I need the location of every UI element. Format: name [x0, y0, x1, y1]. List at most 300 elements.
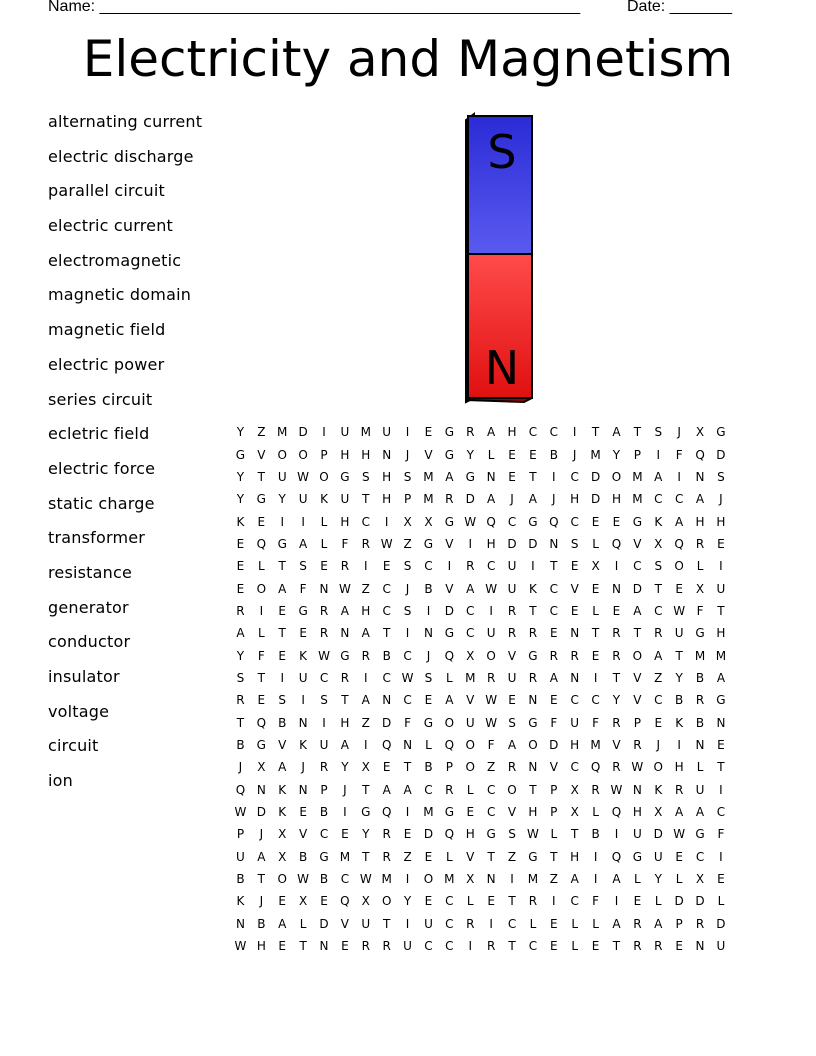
grid-letter[interactable]: X	[257, 760, 266, 775]
grid-letter[interactable]: M	[444, 872, 455, 887]
grid-letter[interactable]: W	[610, 782, 623, 797]
grid-letter[interactable]: J	[677, 425, 681, 440]
grid-letter[interactable]: O	[277, 872, 287, 887]
grid-letter[interactable]: I	[405, 626, 410, 641]
grid-letter[interactable]: R	[486, 939, 496, 954]
grid-letter[interactable]: V	[299, 827, 308, 842]
grid-letter[interactable]: P	[550, 805, 558, 820]
grid-letter[interactable]: K	[278, 782, 287, 797]
grid-letter[interactable]: R	[695, 536, 705, 551]
grid-letter[interactable]: M	[277, 425, 288, 440]
grid-letter[interactable]: R	[570, 648, 579, 663]
grid-letter[interactable]: I	[719, 849, 723, 864]
grid-letter[interactable]: S	[236, 670, 245, 685]
grid-letter[interactable]: L	[592, 916, 599, 931]
grid-letter[interactable]: A	[278, 760, 287, 775]
grid-letter[interactable]: A	[278, 581, 287, 596]
grid-letter[interactable]: R	[319, 760, 329, 775]
grid-letter[interactable]: V	[570, 581, 579, 596]
grid-letter[interactable]: G	[235, 447, 246, 462]
grid-letter[interactable]: E	[612, 603, 621, 618]
grid-letter[interactable]: A	[675, 805, 684, 820]
grid-letter[interactable]: H	[486, 536, 496, 551]
grid-letter[interactable]: E	[257, 514, 266, 529]
grid-letter[interactable]: E	[278, 894, 287, 909]
grid-letter[interactable]: I	[405, 805, 410, 820]
grid-letter[interactable]: N	[486, 872, 496, 887]
grid-letter[interactable]: A	[612, 872, 621, 887]
grid-letter[interactable]: T	[591, 425, 600, 440]
grid-letter[interactable]: L	[487, 447, 495, 462]
grid-letter[interactable]: R	[486, 670, 496, 685]
grid-letter[interactable]: Q	[695, 447, 705, 462]
grid-letter[interactable]: W	[338, 581, 351, 596]
grid-letter[interactable]: R	[507, 603, 517, 618]
grid-letter[interactable]: L	[320, 536, 328, 551]
grid-letter[interactable]: H	[570, 849, 580, 864]
grid-letter[interactable]: O	[486, 648, 496, 663]
grid-letter[interactable]: K	[236, 894, 245, 909]
grid-letter[interactable]: E	[424, 425, 433, 440]
grid-letter[interactable]: N	[319, 581, 329, 596]
grid-letter[interactable]: M	[590, 737, 601, 752]
grid-letter[interactable]: Q	[486, 514, 496, 529]
grid-letter[interactable]: A	[507, 737, 517, 752]
grid-letter[interactable]: G	[716, 693, 726, 708]
grid-letter[interactable]: C	[549, 581, 558, 596]
grid-letter[interactable]: Z	[507, 849, 517, 864]
grid-letter[interactable]: T	[717, 603, 725, 618]
grid-letter[interactable]: Y	[236, 648, 245, 663]
grid-letter[interactable]: E	[424, 693, 433, 708]
grid-letter[interactable]: D	[507, 536, 517, 551]
grid-letter[interactable]: G	[716, 425, 726, 440]
grid-letter[interactable]: A	[695, 492, 705, 507]
grid-letter[interactable]: I	[719, 559, 723, 574]
grid-letter[interactable]: X	[361, 760, 370, 775]
grid-letter[interactable]: H	[340, 514, 350, 529]
grid-letter[interactable]: A	[403, 782, 412, 797]
grid-letter[interactable]: D	[319, 916, 329, 931]
grid-letter[interactable]: O	[632, 648, 643, 663]
grid-letter[interactable]: Y	[675, 670, 683, 685]
grid-letter[interactable]: X	[466, 872, 475, 887]
grid-letter[interactable]: C	[591, 693, 600, 708]
grid-letter[interactable]: I	[364, 559, 368, 574]
grid-letter[interactable]: O	[319, 469, 329, 484]
grid-letter[interactable]: Q	[256, 536, 267, 551]
grid-letter[interactable]: Z	[549, 872, 558, 887]
grid-letter[interactable]: E	[403, 827, 412, 842]
grid-letter[interactable]: T	[383, 916, 391, 931]
grid-letter[interactable]: C	[445, 939, 454, 954]
grid-letter[interactable]: N	[716, 715, 726, 730]
grid-letter[interactable]: P	[633, 447, 641, 462]
grid-letter[interactable]: D	[444, 603, 454, 618]
grid-letter[interactable]: R	[612, 715, 621, 730]
grid-letter[interactable]: E	[341, 939, 349, 954]
grid-letter[interactable]: C	[507, 916, 517, 931]
grid-letter[interactable]: N	[632, 782, 642, 797]
grid-letter[interactable]: I	[322, 715, 326, 730]
grid-letter[interactable]: A	[382, 782, 391, 797]
grid-letter[interactable]: V	[424, 447, 433, 462]
grid-letter[interactable]: R	[361, 648, 370, 663]
grid-letter[interactable]: K	[320, 492, 328, 507]
grid-letter[interactable]: M	[381, 872, 392, 887]
grid-letter[interactable]: Q	[381, 805, 392, 820]
grid-letter[interactable]: C	[382, 670, 391, 685]
grid-letter[interactable]: T	[571, 827, 579, 842]
grid-letter[interactable]: W	[234, 939, 247, 954]
grid-letter[interactable]: S	[654, 425, 663, 440]
grid-letter[interactable]: S	[508, 715, 516, 730]
grid-letter[interactable]: I	[552, 894, 556, 909]
grid-letter[interactable]: T	[403, 760, 412, 775]
grid-letter[interactable]: M	[715, 648, 727, 663]
grid-letter[interactable]: L	[299, 916, 307, 931]
grid-letter[interactable]: O	[277, 447, 287, 462]
grid-letter[interactable]: X	[570, 805, 579, 820]
grid-letter[interactable]: U	[486, 626, 496, 641]
grid-letter[interactable]: Y	[278, 492, 286, 507]
grid-letter[interactable]: D	[298, 425, 308, 440]
grid-letter[interactable]: V	[257, 447, 266, 462]
grid-letter[interactable]: S	[424, 670, 433, 685]
grid-letter[interactable]: N	[695, 469, 705, 484]
grid-letter[interactable]: G	[695, 827, 705, 842]
grid-letter[interactable]: S	[508, 827, 516, 842]
grid-letter[interactable]: G	[423, 715, 434, 730]
grid-letter[interactable]: Q	[590, 760, 601, 775]
grid-letter[interactable]: T	[487, 849, 495, 864]
grid-letter[interactable]: P	[320, 782, 328, 797]
grid-letter[interactable]: B	[424, 760, 433, 775]
grid-letter[interactable]: F	[696, 603, 704, 618]
grid-letter[interactable]: U	[632, 827, 642, 842]
grid-letter[interactable]: R	[549, 648, 558, 663]
grid-letter[interactable]: L	[675, 872, 683, 887]
grid-letter[interactable]: V	[466, 693, 475, 708]
grid-letter[interactable]: W	[318, 648, 330, 663]
grid-letter[interactable]: R	[382, 849, 391, 864]
grid-letter[interactable]: T	[299, 939, 307, 954]
grid-letter[interactable]: R	[466, 425, 475, 440]
grid-letter[interactable]: P	[403, 492, 412, 507]
grid-letter[interactable]: H	[570, 492, 580, 507]
grid-letter[interactable]: R	[633, 916, 642, 931]
grid-letter[interactable]: L	[550, 827, 558, 842]
grid-letter[interactable]: X	[424, 514, 433, 529]
grid-letter[interactable]: V	[278, 737, 287, 752]
grid-letter[interactable]: V	[633, 536, 642, 551]
grid-letter[interactable]: Y	[341, 760, 349, 775]
grid-letter[interactable]: U	[653, 849, 663, 864]
grid-letter[interactable]: C	[633, 559, 642, 574]
grid-letter[interactable]: H	[507, 425, 517, 440]
grid-letter[interactable]: D	[423, 827, 434, 842]
grid-letter[interactable]: H	[382, 492, 392, 507]
grid-letter[interactable]: R	[633, 737, 642, 752]
grid-letter[interactable]: U	[507, 581, 517, 596]
grid-letter[interactable]: C	[570, 760, 579, 775]
grid-letter[interactable]: R	[466, 559, 475, 574]
grid-letter[interactable]: E	[320, 894, 328, 909]
grid-letter[interactable]: I	[614, 559, 619, 574]
grid-letter[interactable]: B	[299, 849, 308, 864]
grid-letter[interactable]: F	[487, 737, 495, 752]
grid-letter[interactable]: X	[403, 514, 412, 529]
grid-letter[interactable]: I	[322, 425, 326, 440]
grid-letter[interactable]: E	[466, 805, 475, 820]
grid-letter[interactable]: D	[590, 469, 601, 484]
grid-letter[interactable]: C	[716, 805, 726, 820]
grid-letter[interactable]: N	[486, 469, 496, 484]
grid-letter[interactable]: B	[382, 648, 391, 663]
grid-letter[interactable]: C	[424, 782, 433, 797]
grid-letter[interactable]: U	[716, 581, 726, 596]
grid-letter[interactable]: C	[570, 693, 579, 708]
grid-letter[interactable]: E	[236, 581, 245, 596]
grid-letter[interactable]: F	[717, 827, 725, 842]
grid-letter[interactable]: G	[361, 805, 371, 820]
grid-letter[interactable]: R	[382, 827, 391, 842]
grid-letter[interactable]: X	[278, 849, 287, 864]
grid-letter[interactable]: N	[570, 626, 580, 641]
grid-letter[interactable]: I	[364, 670, 368, 685]
grid-letter[interactable]: T	[508, 939, 516, 954]
grid-letter[interactable]: R	[466, 916, 475, 931]
grid-letter[interactable]: E	[654, 715, 663, 730]
grid-letter[interactable]: T	[257, 872, 265, 887]
grid-letter[interactable]: E	[424, 849, 433, 864]
grid-letter[interactable]: N	[235, 916, 245, 931]
grid-letter[interactable]: I	[447, 559, 452, 574]
grid-letter[interactable]: R	[633, 939, 642, 954]
grid-letter[interactable]: Q	[444, 737, 455, 752]
grid-letter[interactable]: J	[719, 492, 723, 507]
grid-letter[interactable]: I	[468, 536, 473, 551]
grid-letter[interactable]: S	[320, 693, 328, 708]
grid-letter[interactable]: M	[694, 648, 706, 663]
grid-letter[interactable]: X	[654, 805, 663, 820]
grid-letter[interactable]: X	[278, 827, 287, 842]
grid-letter[interactable]: B	[236, 737, 245, 752]
grid-letter[interactable]: F	[299, 581, 307, 596]
grid-letter[interactable]: J	[405, 447, 410, 462]
grid-letter[interactable]: A	[361, 693, 370, 708]
grid-letter[interactable]: G	[256, 492, 266, 507]
grid-letter[interactable]: E	[278, 603, 287, 618]
grid-letter[interactable]: Y	[362, 827, 370, 842]
grid-letter[interactable]: E	[591, 648, 600, 663]
grid-letter[interactable]: N	[382, 693, 392, 708]
grid-letter[interactable]: Z	[403, 536, 412, 551]
grid-letter[interactable]: N	[382, 447, 392, 462]
grid-letter[interactable]: E	[278, 648, 287, 663]
grid-letter[interactable]: R	[361, 939, 370, 954]
grid-letter[interactable]: I	[364, 737, 368, 752]
grid-letter[interactable]: J	[259, 827, 264, 842]
grid-letter[interactable]: A	[612, 916, 621, 931]
grid-letter[interactable]: M	[339, 849, 351, 864]
grid-letter[interactable]: T	[529, 603, 537, 618]
grid-letter[interactable]: B	[695, 670, 705, 685]
grid-letter[interactable]: D	[256, 805, 266, 820]
grid-letter[interactable]: I	[405, 872, 410, 887]
grid-letter[interactable]: V	[466, 849, 475, 864]
grid-letter[interactable]: A	[361, 626, 370, 641]
grid-letter[interactable]: W	[485, 715, 498, 730]
grid-letter[interactable]: Y	[236, 425, 245, 440]
grid-letter[interactable]: L	[320, 514, 328, 529]
grid-letter[interactable]: L	[446, 849, 453, 864]
grid-letter[interactable]: O	[611, 469, 622, 484]
grid-letter[interactable]: W	[401, 670, 414, 685]
grid-letter[interactable]: G	[486, 827, 496, 842]
grid-letter[interactable]: C	[549, 425, 558, 440]
grid-letter[interactable]: G	[340, 469, 350, 484]
grid-letter[interactable]: U	[716, 939, 726, 954]
grid-letter[interactable]: A	[612, 425, 621, 440]
grid-letter[interactable]: Y	[612, 447, 621, 462]
grid-letter[interactable]: A	[278, 916, 287, 931]
grid-letter[interactable]: W	[673, 603, 686, 618]
grid-letter[interactable]: J	[343, 782, 347, 797]
grid-letter[interactable]: E	[717, 872, 725, 887]
grid-letter[interactable]: N	[403, 737, 413, 752]
grid-letter[interactable]: G	[340, 648, 350, 663]
grid-letter[interactable]: V	[507, 648, 517, 663]
grid-letter[interactable]: V	[633, 670, 642, 685]
grid-letter[interactable]: V	[549, 760, 558, 775]
grid-letter[interactable]: G	[528, 849, 538, 864]
grid-letter[interactable]: E	[508, 469, 516, 484]
grid-letter[interactable]: Z	[487, 760, 496, 775]
grid-letter[interactable]: L	[654, 894, 662, 909]
grid-letter[interactable]: U	[570, 715, 580, 730]
grid-letter[interactable]: X	[570, 782, 579, 797]
grid-letter[interactable]: C	[486, 559, 496, 574]
grid-letter[interactable]: R	[591, 782, 600, 797]
grid-letter[interactable]: E	[675, 849, 683, 864]
grid-letter[interactable]: B	[319, 872, 329, 887]
grid-letter[interactable]: G	[465, 469, 475, 484]
grid-letter[interactable]: D	[632, 581, 642, 596]
grid-letter[interactable]: E	[299, 626, 307, 641]
grid-letter[interactable]: B	[424, 581, 433, 596]
grid-letter[interactable]: I	[677, 737, 681, 752]
grid-letter[interactable]: T	[591, 626, 600, 641]
grid-letter[interactable]: J	[301, 760, 305, 775]
grid-letter[interactable]: D	[549, 737, 559, 752]
grid-letter[interactable]: A	[716, 670, 726, 685]
grid-letter[interactable]: T	[633, 626, 642, 641]
grid-letter[interactable]: I	[280, 670, 284, 685]
grid-letter[interactable]: K	[236, 514, 245, 529]
grid-letter[interactable]: T	[362, 849, 370, 864]
grid-letter[interactable]: B	[549, 447, 558, 462]
grid-letter[interactable]: T	[383, 626, 391, 641]
grid-letter[interactable]: C	[403, 648, 412, 663]
grid-letter[interactable]: U	[465, 715, 475, 730]
grid-letter[interactable]: U	[382, 425, 392, 440]
grid-letter[interactable]: T	[529, 782, 537, 797]
grid-letter[interactable]: R	[695, 693, 705, 708]
grid-letter[interactable]: N	[570, 670, 580, 685]
grid-letter[interactable]: E	[570, 559, 579, 574]
grid-letter[interactable]: Z	[361, 581, 370, 596]
grid-letter[interactable]: C	[570, 514, 579, 529]
grid-letter[interactable]: M	[632, 469, 643, 484]
grid-letter[interactable]: N	[298, 782, 308, 797]
grid-letter[interactable]: R	[445, 782, 454, 797]
grid-letter[interactable]: O	[423, 872, 434, 887]
grid-letter[interactable]: A	[675, 514, 684, 529]
grid-letter[interactable]: G	[632, 849, 643, 864]
grid-letter[interactable]: T	[257, 469, 265, 484]
grid-letter[interactable]: E	[278, 939, 287, 954]
grid-letter[interactable]: H	[361, 447, 371, 462]
grid-letter[interactable]: C	[403, 693, 412, 708]
grid-letter[interactable]: R	[528, 894, 538, 909]
grid-letter[interactable]: Q	[444, 827, 455, 842]
grid-letter[interactable]: N	[695, 737, 705, 752]
grid-letter[interactable]: E	[591, 581, 600, 596]
grid-letter[interactable]: X	[299, 894, 308, 909]
grid-letter[interactable]: Q	[444, 648, 455, 663]
grid-letter[interactable]: V	[612, 737, 621, 752]
grid-letter[interactable]: Q	[381, 737, 392, 752]
grid-letter[interactable]: E	[529, 447, 537, 462]
grid-letter[interactable]: A	[340, 737, 349, 752]
grid-letter[interactable]: S	[299, 559, 307, 574]
grid-letter[interactable]: P	[633, 715, 641, 730]
grid-letter[interactable]: G	[444, 447, 454, 462]
grid-letter[interactable]: A	[257, 849, 266, 864]
grid-letter[interactable]: V	[445, 581, 454, 596]
grid-letter[interactable]: J	[656, 737, 661, 752]
grid-letter[interactable]: H	[256, 939, 266, 954]
grid-letter[interactable]: C	[382, 581, 391, 596]
grid-letter[interactable]: E	[320, 559, 328, 574]
grid-letter[interactable]: E	[633, 894, 642, 909]
grid-letter[interactable]: Y	[466, 447, 474, 462]
grid-letter[interactable]: C	[654, 693, 663, 708]
grid-letter[interactable]: C	[549, 603, 558, 618]
grid-letter[interactable]: J	[238, 760, 243, 775]
grid-letter[interactable]: D	[716, 447, 726, 462]
grid-letter[interactable]: R	[674, 782, 684, 797]
grid-letter[interactable]: E	[675, 581, 683, 596]
grid-letter[interactable]: X	[361, 894, 370, 909]
grid-letter[interactable]: K	[299, 737, 308, 752]
grid-letter[interactable]: D	[465, 492, 475, 507]
grid-letter[interactable]: M	[632, 492, 643, 507]
grid-letter[interactable]: E	[717, 536, 725, 551]
grid-letter[interactable]: H	[632, 805, 642, 820]
grid-letter[interactable]: G	[444, 805, 454, 820]
grid-letter[interactable]: Q	[549, 514, 559, 529]
grid-letter[interactable]: Q	[674, 536, 684, 551]
grid-letter[interactable]: J	[552, 492, 556, 507]
grid-letter[interactable]: T	[717, 760, 725, 775]
grid-letter[interactable]: C	[486, 782, 496, 797]
grid-letter[interactable]: N	[528, 693, 538, 708]
grid-letter[interactable]: E	[550, 916, 558, 931]
grid-letter[interactable]: I	[552, 469, 556, 484]
grid-letter[interactable]: W	[464, 514, 477, 529]
